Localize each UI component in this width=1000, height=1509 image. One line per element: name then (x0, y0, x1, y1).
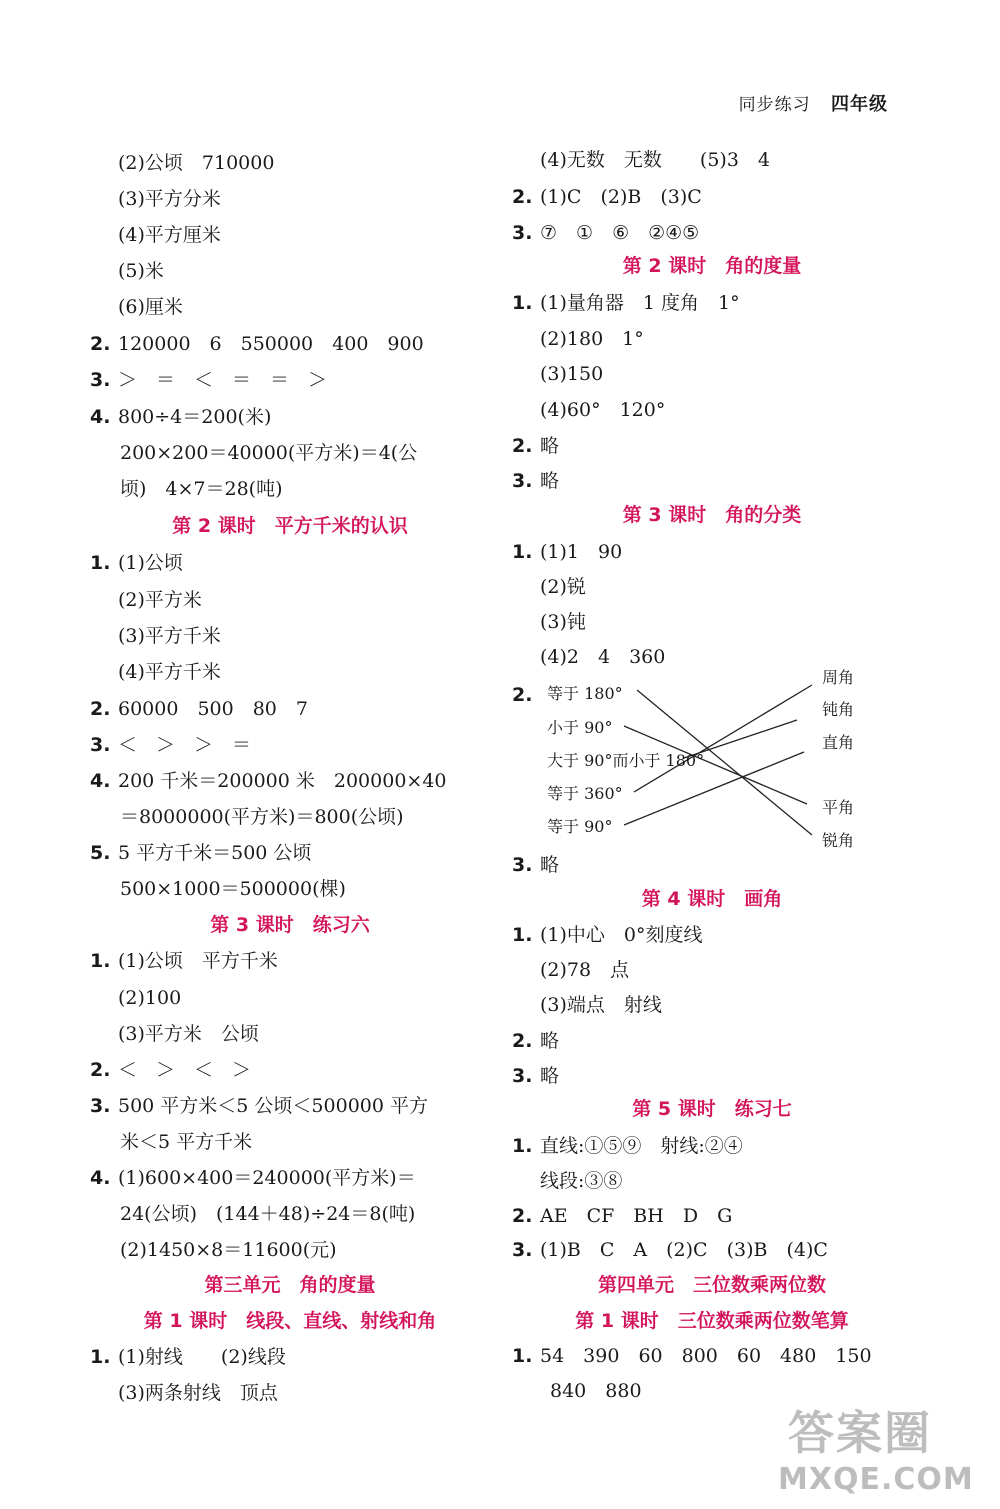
answer-line: 24(公顷) (144＋48)÷24＝8(吨) (120, 1203, 416, 1225)
lesson-heading: 第 2 课时 平方千米的认识 (172, 515, 408, 537)
question-number: 2. (90, 698, 111, 720)
answer-line (512, 1029, 559, 1053)
answer-line: 200×200＝40000(平方米)＝4(公 (120, 442, 418, 464)
answer-text: 直线:①⑤⑨ 射线:②④ (540, 1135, 743, 1157)
question-number: 1. (512, 292, 533, 314)
answer-text: (1)C (2)B (3)C (540, 186, 702, 208)
answer-line (90, 551, 183, 575)
answer-line (90, 1058, 251, 1082)
answer-line (512, 1064, 559, 1088)
question-number: 5. (90, 842, 111, 864)
lesson-heading: 第 4 课时 画角 (641, 888, 783, 910)
answer-text: (1)射线 (2)线段 (118, 1346, 286, 1368)
question-number: 2. (512, 1205, 533, 1227)
answer-text: (1)B C A (2)C (3)B (4)C (540, 1239, 828, 1261)
answer-line (512, 1238, 828, 1262)
lesson-heading: 第 3 课时 练习六 (210, 914, 370, 936)
answer-line (90, 332, 424, 356)
question-number: 1. (512, 924, 533, 946)
match-left-item: 小于 90° (547, 718, 613, 737)
angle-matching-diagram (512, 668, 872, 855)
question-number: 3. (90, 734, 111, 756)
question-number: 2. (512, 186, 533, 208)
answer-line: (4)2 4 360 (540, 646, 666, 668)
answer-text: AE CF BH D G (540, 1205, 733, 1227)
answer-line (90, 1166, 416, 1190)
question-number: 1. (90, 1346, 111, 1368)
answer-line (90, 1094, 428, 1118)
header-section: 同步练习 (738, 95, 811, 115)
answer-line: (3)平方千米 (118, 625, 221, 647)
answer-text: 200 千米＝200000 米 200000×40 (118, 770, 447, 792)
answer-line: (2)锐 (540, 576, 586, 598)
answer-text: 略 (540, 1030, 560, 1052)
answer-line (90, 405, 271, 429)
match-left-item: 大于 90°而小于 180° (547, 751, 705, 770)
lesson-heading: 第 1 课时 线段、直线、射线和角 (143, 1310, 437, 1332)
question-number: 2. (90, 333, 111, 355)
question-number: 4. (90, 770, 111, 792)
answer-line (90, 841, 311, 865)
match-line (634, 685, 812, 792)
answer-text: 略 (540, 854, 560, 876)
unit-heading: 第三单元 角的度量 (204, 1274, 376, 1296)
question-number: 2. (512, 684, 533, 706)
answer-line (90, 368, 327, 392)
answer-text: 60000 500 80 7 (118, 698, 308, 720)
answer-line (512, 1134, 743, 1158)
answer-line: (4)60° 120° (540, 399, 666, 421)
question-number: 2. (512, 1030, 533, 1052)
answer-line (90, 733, 251, 757)
answer-line: (3)两条射线 顶点 (118, 1382, 278, 1404)
question-number: 3. (90, 1095, 111, 1117)
match-left-item: 等于 90° (547, 817, 613, 836)
answer-line: (5)米 (118, 260, 164, 282)
question-number: 4. (90, 1167, 111, 1189)
watermark-logo (778, 1397, 978, 1497)
answer-line (512, 469, 559, 493)
answer-text: 5 平方千米＝500 公顷 (118, 842, 312, 864)
match-right-item: 平角 (822, 798, 855, 817)
answer-line: 顷) 4×7＝28(吨) (120, 478, 283, 500)
answer-text: ＞ ＝ ＜ ＝ ＝ ＞ (118, 369, 328, 391)
answer-text: (1)公顷 (118, 552, 183, 574)
match-left-item: 等于 360° (547, 784, 623, 803)
answer-text: 500 平方米＜5 公顷＜500000 平方 (118, 1095, 429, 1117)
lesson-heading: 第 5 课时 练习七 (632, 1098, 792, 1120)
answer-line (512, 291, 740, 315)
answer-text: (1)公顷 平方千米 (118, 950, 278, 972)
question-number: 3. (512, 222, 533, 244)
answer-line: (3)钝 (540, 611, 586, 633)
match-right-item: 直角 (822, 733, 855, 752)
answer-line (90, 949, 278, 973)
question-number: 2. (90, 1059, 111, 1081)
answer-line: 500×1000＝500000(棵) (120, 878, 346, 900)
answer-text: 略 (540, 435, 560, 457)
answer-line: ＝8000000(平方米)＝800(公顷) (120, 806, 404, 828)
answer-line (512, 434, 559, 458)
header-grade: 四年级 (831, 94, 888, 115)
watermark-url: MXQE.COM (778, 1462, 974, 1497)
answer-text: 54 390 60 800 60 480 150 (540, 1345, 872, 1367)
answer-line (90, 769, 447, 793)
answer-text: (1)600×400＝240000(平方米)＝ (118, 1167, 416, 1189)
answer-line: (4)平方厘米 (118, 224, 221, 246)
question-number: 3. (512, 1065, 533, 1087)
answer-line (90, 697, 308, 721)
match-right-item: 周角 (822, 668, 855, 687)
question-number: 3. (90, 369, 111, 391)
answer-line: 840 880 (550, 1380, 642, 1402)
answer-line: (4)平方千米 (118, 661, 221, 683)
answer-line (512, 923, 703, 947)
answer-text: 略 (540, 1065, 560, 1087)
answer-line (90, 1345, 286, 1369)
match-right-item: 钝角 (822, 700, 855, 719)
question-number: 2. (512, 435, 533, 457)
answer-line (512, 540, 622, 564)
question-number: 1. (90, 552, 111, 574)
question-number: 3. (512, 1239, 533, 1261)
answer-text: (1)中心 0°刻度线 (540, 924, 703, 946)
answer-text: (1)1 90 (540, 541, 623, 563)
answer-line: (2)1450×8＝11600(元) (120, 1239, 337, 1261)
answer-line (512, 1204, 732, 1228)
question-number: 1. (512, 1345, 533, 1367)
lesson-heading: 第 2 课时 角的度量 (622, 255, 802, 277)
answer-line (512, 185, 702, 209)
answer-line: (2)平方米 (118, 589, 202, 611)
answer-line (512, 853, 559, 877)
answer-text: ＜ ＞ ＜ ＞ (118, 1059, 252, 1081)
answer-line (512, 1344, 872, 1368)
match-left-item: 等于 180° (547, 684, 623, 703)
answer-line: (3)端点 射线 (540, 994, 662, 1016)
answer-text: ⑦ ① ⑥ ②④⑤ (540, 222, 700, 244)
answer-text: 略 (540, 470, 560, 492)
question-number: 1. (512, 1135, 533, 1157)
answer-text: (1)量角器 1 度角 1° (540, 292, 740, 314)
answer-line: (2)78 点 (540, 959, 630, 981)
answer-text: 120000 6 550000 400 900 (118, 333, 424, 355)
answer-line: (2)100 (118, 987, 182, 1009)
question-number: 3. (512, 854, 533, 876)
answer-line: (3)150 (540, 363, 604, 385)
answer-text: ＜ ＞ ＞ ＝ (118, 734, 252, 756)
answer-line: (3)平方米 公顷 (118, 1023, 259, 1045)
answer-line: (2)公顷 710000 (118, 152, 275, 174)
answer-line: (3)平方分米 (118, 188, 221, 210)
answer-line (512, 221, 699, 245)
answer-line: (4)无数 无数 (5)3 4 (540, 149, 771, 171)
question-number: 4. (90, 406, 111, 428)
lesson-heading: 第 3 课时 角的分类 (622, 504, 802, 526)
answer-text: 800÷4＝200(米) (118, 406, 272, 428)
page-header (739, 90, 888, 116)
match-right-item: 锐角 (822, 831, 855, 850)
answer-line: 线段:③⑧ (540, 1170, 623, 1192)
answer-line: 米＜5 平方千米 (120, 1131, 253, 1153)
answer-line: (2)180 1° (540, 328, 644, 350)
watermark-text: 答案圈 (788, 1406, 932, 1460)
unit-heading: 第四单元 三位数乘两位数 (597, 1274, 826, 1296)
question-number: 3. (512, 470, 533, 492)
question-number: 1. (512, 541, 533, 563)
lesson-heading: 第 1 课时 三位数乘两位数笔算 (575, 1310, 849, 1332)
answer-line: (6)厘米 (118, 296, 183, 318)
question-number: 1. (90, 950, 111, 972)
